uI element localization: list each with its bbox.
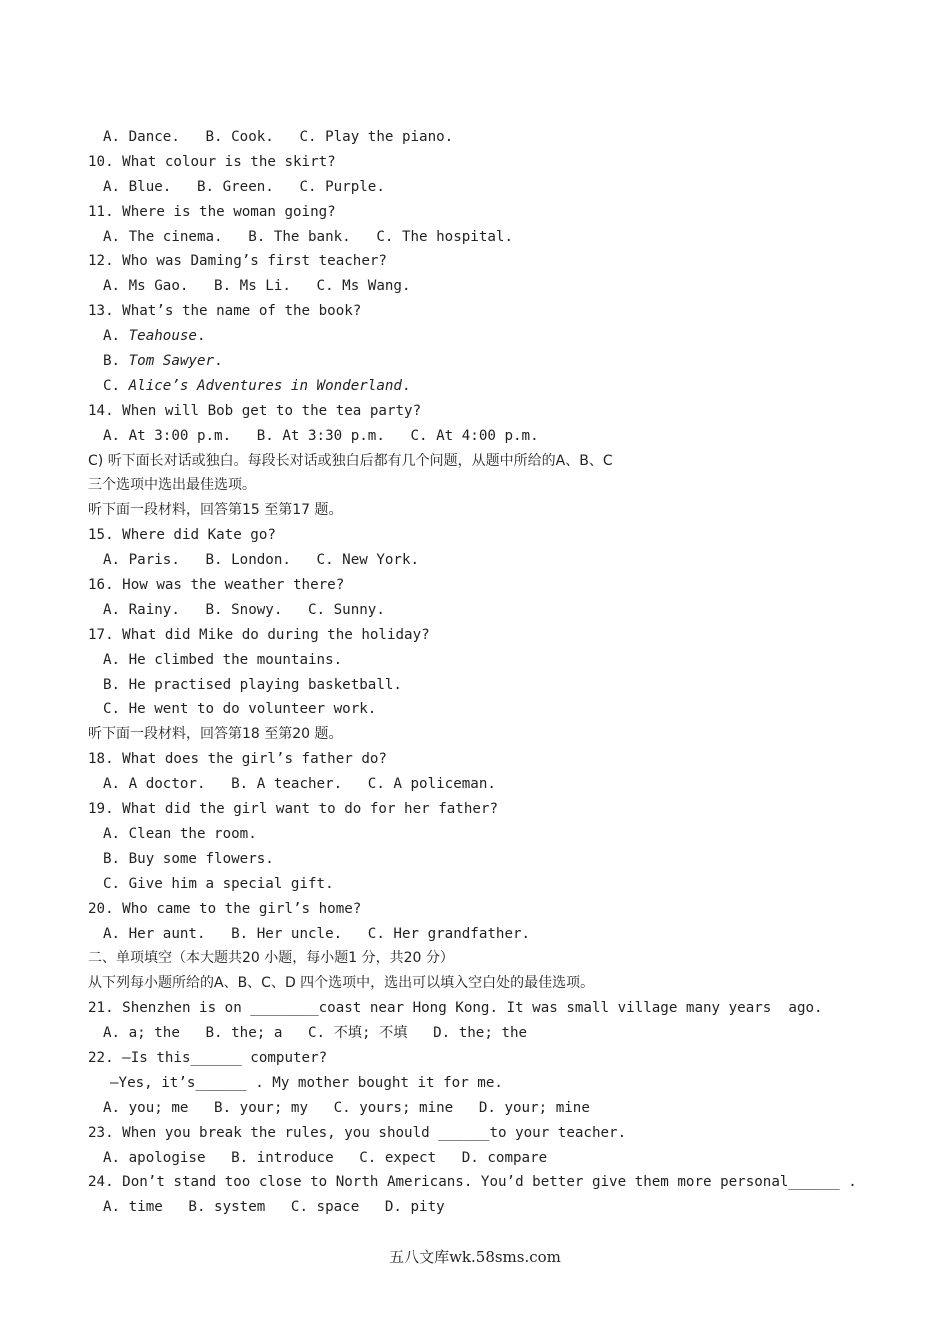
q13-option-a	[88, 324, 888, 349]
section-2-instructions: 从下列每小题所给的A、B、C、D 四个选项中，选出可以填入空白处的最佳选项。	[88, 975, 595, 992]
q22-response: —Yes, it’s______ . My mother bought it for me.	[110, 1074, 503, 1091]
q22-options: A. you; me B. your; my C. yours; mine D. your; mine	[103, 1099, 590, 1116]
q24-question: 24. Don’t stand too close to North Americans. You’d better give them more personal______ .	[88, 1174, 857, 1191]
period: .	[214, 353, 223, 370]
q19-option-c: C. Give him a special gift.	[103, 875, 334, 892]
q12-question: 12. Who was Daming’s first teacher?	[88, 253, 387, 270]
book-title: Teahouse	[128, 328, 197, 345]
q13-option-b	[88, 349, 888, 374]
material-note-18-20: 听下面一段材料，回答第18 至第20 题。	[88, 726, 343, 743]
q22-question: 22. —Is this______ computer?	[88, 1049, 328, 1066]
q14-question: 14. When will Bob get to the tea party?	[88, 402, 422, 419]
q14-options: A. At 3:00 p.m. B. At 3:30 p.m. C. At 4:00 p.m.	[103, 427, 539, 444]
q18-options: A. A doctor. B. A teacher. C. A policeman.	[103, 776, 496, 793]
q23-options: A. apologise B. introduce C. expect D. compare	[103, 1149, 548, 1166]
q13-option-c	[88, 374, 888, 399]
q11-question: 11. Where is the woman going?	[88, 203, 336, 220]
q9-options: A. Dance. B. Cook. C. Play the piano.	[103, 129, 454, 145]
q10-question: 10. What colour is the skirt?	[88, 153, 336, 170]
q21-question: 21. Shenzhen is on ________coast near Hong Kong. It was small village many years ago.	[88, 1000, 823, 1017]
q19-option-a: A. Clean the room.	[103, 825, 257, 842]
q24-options: A. time B. system C. space D. pity	[103, 1199, 445, 1216]
q16-question: 16. How was the weather there?	[88, 577, 345, 594]
q21-options: A. a; the B. the; a C. 不填; 不填 D. the; the	[103, 1025, 528, 1042]
q17-question: 17. What did Mike do during the holiday?	[88, 626, 430, 643]
q15-options: A. Paris. B. London. C. New York.	[103, 552, 420, 569]
q15-question: 15. Where did Kate go?	[88, 527, 276, 544]
q10-options: A. Blue. B. Green. C. Purple.	[103, 178, 385, 195]
period: .	[196, 328, 206, 345]
option-letter: B.	[103, 353, 121, 370]
section-2-heading: 二、单项填空（本大题共20 小题，每小题1 分，共20 分）	[88, 950, 454, 967]
option-letter: C.	[103, 377, 121, 394]
q17-option-a: A. He climbed the mountains.	[103, 651, 343, 668]
period: .	[401, 377, 411, 394]
option-letter: A.	[103, 328, 121, 345]
q16-options: A. Rainy. B. Snowy. C. Sunny.	[103, 601, 385, 618]
q20-options: A. Her aunt. B. Her uncle. C. Her grandfather.	[103, 925, 531, 942]
q12-options: A. Ms Gao. B. Ms Li. C. Ms Wang.	[103, 278, 411, 295]
section-c-instructions: C) 听下面长对话或独白。每段长对话或独白后都有几个问题，从题中所给的A、B、C	[88, 452, 613, 469]
q18-question: 18. What does the girl’s father do?	[88, 751, 387, 768]
q23-question: 23. When you break the rules, you should ______to your teacher.	[88, 1124, 627, 1141]
q20-question: 20. Who came to the girl’s home?	[88, 900, 362, 917]
footer-watermark: 五八文库wk.58sms.com	[389, 1248, 561, 1266]
q19-option-b: B. Buy some flowers.	[103, 850, 274, 867]
q17-option-b: B. He practised playing basketball.	[103, 676, 402, 693]
q17-option-c: C. He went to do volunteer work.	[103, 701, 377, 718]
q19-question: 19. What did the girl want to do for her father?	[88, 801, 498, 818]
q13-question: 13. What’s the name of the book?	[88, 303, 362, 320]
section-c-instructions-cont: 三个选项中选出最佳选项。	[88, 477, 256, 494]
book-title: Tom Sawyer	[128, 353, 215, 370]
material-note-15-17: 听下面一段材料，回答第15 至第17 题。	[88, 502, 343, 519]
q11-options: A. The cinema. B. The bank. C. The hospital.	[103, 228, 513, 245]
book-title: Alice’s Adventures in Wonderland	[128, 377, 402, 394]
exam-content	[88, 125, 888, 1220]
